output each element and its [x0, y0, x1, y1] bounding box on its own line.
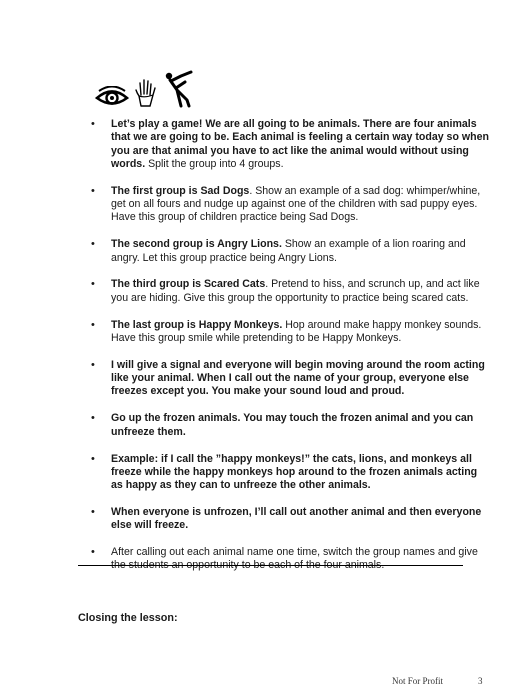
list-item: • After calling out each animal name one time, switch the group names and give the students an opportunity to be each of the four animals.: [91, 546, 491, 573]
list-item: • Go up the frozen animals. You may touch the frozen animal and you can unfreeze them.: [91, 412, 491, 439]
list-item: • The third group is Scared Cats. Pretend to hiss, and scrunch up, and act like you are hiding. Give this group the opportunity to practice being scared cats.: [91, 278, 491, 305]
activity-icons: [95, 68, 193, 108]
list-item: • The last group is Happy Monkeys. Hop around make happy monkey sounds. Have this group smile while pretending to be Happy Monkeys.: [91, 319, 491, 346]
list-item: • The second group is Angry Lions. Show an example of a lion roaring and angry. Let this group practice being Angry Lions.: [91, 238, 491, 265]
list-item: • When everyone is unfrozen, I’ll call out another animal and then everyone else will freeze.: [91, 506, 491, 533]
list-item: • Example: if I call the ”happy monkeys!” the cats, lions, and monkeys all freeze while the happy monkeys hop around to the frozen animals acting as happy as they can to unfreeze the other animals.: [91, 453, 491, 493]
footer-label: Not For Profit: [392, 676, 444, 686]
page-number: 3: [478, 676, 483, 686]
list-item: • Let’s play a game! We are all going to be animals. There are four animals that we are going to be. Each animal is feeling a certain way today so when you are that animal you have to act like the animal would without using words. Split the group into 4 groups.: [91, 118, 491, 171]
section-divider: [78, 565, 463, 566]
hand-icon: [135, 78, 157, 108]
eye-icon: [95, 86, 129, 108]
activity-instructions-list: [91, 118, 491, 586]
closing-heading: Closing the lesson:: [78, 612, 178, 624]
stretching-figure-icon: [163, 70, 193, 108]
list-item: • I will give a signal and everyone will begin moving around the room acting like your animal. When I call out the name of your group, everyone else freezes except you. You make your sound loud and proud.: [91, 359, 491, 399]
list-item: • The first group is Sad Dogs. Show an example of a sad dog: whimper/whine, get on all fours and nudge up against one of the children with sad puppy eyes. Have this group of children practice being Sad Dogs.: [91, 185, 491, 225]
